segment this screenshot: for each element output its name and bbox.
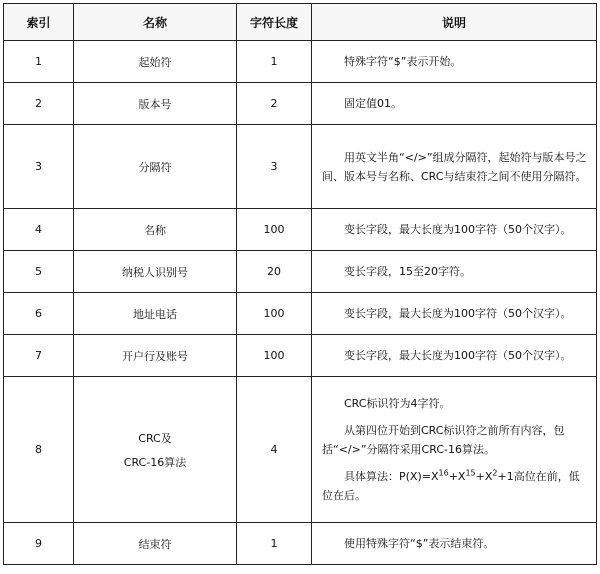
row-name-line-1: CRC及 [138, 431, 172, 445]
description-text: 变长字段，15至20字符。 [344, 265, 471, 278]
description-text: 固定值01。 [344, 97, 402, 110]
row-length: 100 [237, 209, 312, 251]
row-name-line-2: CRC-16算法 [123, 455, 187, 469]
row-description [312, 377, 597, 523]
table-row [4, 209, 597, 251]
row-length: 1 [237, 523, 312, 565]
description-text: 变长字段，最大长度为100字符（50个汉字）。 [344, 223, 572, 236]
table-row [4, 41, 597, 83]
row-description [312, 523, 597, 565]
row-index: 4 [4, 209, 74, 251]
description-text: 从第四位开始到CRC标识符之前所有内容，包括“</>”分隔符采用CRC-16算法。 [322, 424, 565, 456]
table-row [4, 377, 597, 523]
formula-exp-3: 2 [492, 468, 498, 478]
row-length: 100 [237, 293, 312, 335]
header-row [4, 4, 597, 41]
header-index: 索引 [4, 4, 74, 41]
row-name: 版本号 [74, 83, 237, 125]
row-length: 2 [237, 83, 312, 125]
formula-mid-1: +X [448, 470, 466, 483]
row-index: 6 [4, 293, 74, 335]
description-text: 特殊字符“$”表示开始。 [344, 55, 462, 68]
row-name: 结束符 [74, 523, 237, 565]
header-length: 字符长度 [237, 4, 312, 41]
formula-mid-2: +X [475, 470, 493, 483]
table-row [4, 293, 597, 335]
header-name: 名称 [74, 4, 237, 41]
row-name: 名称 [74, 209, 237, 251]
formula-exp-1: 16 [438, 468, 449, 478]
table-row [4, 335, 597, 377]
header-description: 说明 [312, 4, 597, 41]
row-name: 开户行及账号 [74, 335, 237, 377]
table-row [4, 83, 597, 125]
row-index: 8 [4, 377, 74, 523]
crc-formula [322, 467, 588, 505]
row-name: 地址电话 [74, 293, 237, 335]
row-name: 分隔符 [74, 125, 237, 209]
formula-suffix: +1高位在前，低位在后。 [322, 470, 580, 502]
row-name: 纳税人识别号 [74, 251, 237, 293]
description-text: 变长字段，最大长度为100字符（50个汉字）。 [344, 349, 572, 362]
row-description [312, 209, 597, 251]
row-index: 7 [4, 335, 74, 377]
row-description [312, 251, 597, 293]
row-length: 3 [237, 125, 312, 209]
row-name [74, 377, 237, 523]
description-text: 用英文半角“</>”组成分隔符，起始符与版本号之间、版本号与名称、CRC与结束符之间不使用分隔符。 [322, 150, 587, 183]
row-description [312, 125, 597, 209]
row-length: 100 [237, 335, 312, 377]
row-description [312, 293, 597, 335]
formula-exp-2: 15 [465, 468, 476, 478]
row-description [312, 335, 597, 377]
row-description [312, 41, 597, 83]
table-row [4, 125, 597, 209]
row-index: 2 [4, 83, 74, 125]
row-index: 3 [4, 125, 74, 209]
description-text: 变长字段，最大长度为100字符（50个汉字）。 [344, 307, 572, 320]
table-row [4, 523, 597, 565]
row-length: 1 [237, 41, 312, 83]
row-length: 4 [237, 377, 312, 523]
row-name: 起始符 [74, 41, 237, 83]
row-index: 1 [4, 41, 74, 83]
table-row [4, 251, 597, 293]
row-description [312, 83, 597, 125]
description-text: CRC标识符为4字符。 [344, 397, 451, 410]
row-index: 9 [4, 523, 74, 565]
description-text: 使用特殊字符“$”表示结束符。 [344, 537, 495, 550]
formula-prefix: 具体算法：P(X)=X [344, 470, 439, 483]
data-table [3, 3, 597, 565]
row-index: 5 [4, 251, 74, 293]
row-length: 20 [237, 251, 312, 293]
